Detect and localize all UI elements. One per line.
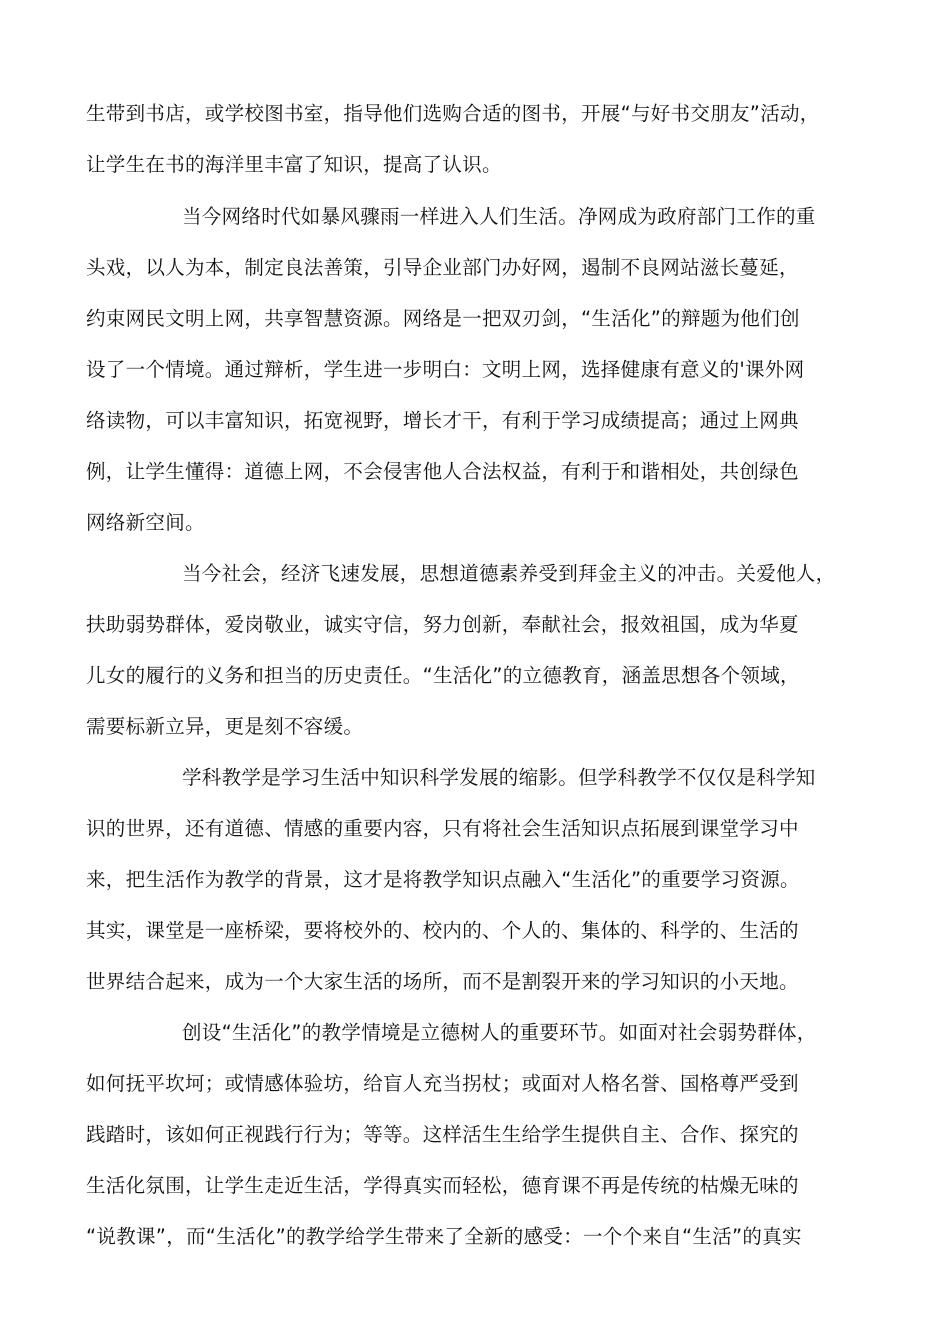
text-line: 例，让学生懂得：道德上网，不会侵害他人合法权益，有利于和谐相处，共创绿色: [86, 460, 799, 483]
text-line: 来，把生活作为教学的背景，这才是将教学知识点融入“生活化”的重要学习资源。: [86, 868, 800, 891]
text-line: 其实，课堂是一座桥梁，要将校外的、校内的、个人的、集体的、科学的、生活的: [86, 919, 799, 942]
text-line: 络读物，可以丰富知识，拓宽视野，增长才干，有利于学习成绩提高；通过上网典: [86, 409, 799, 432]
text-line: 约束网民文明上网，共享智慧资源。网络是一把双刃剑，“生活化”的辩题为他们创: [86, 307, 800, 330]
text-line: 让学生在书的海洋里丰富了知识，提高了认识。: [86, 153, 502, 176]
text-line: 头戏，以人为本，制定良法善策，引导企业部门办好网，遏制不良网站滋长蔓延，: [86, 256, 799, 279]
text-line: 如何抚平坎坷；或情感体验坊，给盲人充当拐杖；或面对人格名誉、国格尊严受到: [86, 1072, 799, 1095]
text-line: 世界结合起来，成为一个大家生活的场所，而不是割裂开来的学习知识的小天地。: [86, 970, 799, 993]
paragraph-first-line: 创设“生活化”的教学情境是立德树人的重要环节。如面对社会弱势群体，: [182, 1021, 817, 1044]
text-line: 网络新空间。: [86, 511, 205, 534]
text-line: 需要标新立异，更是刻不容缓。: [86, 715, 364, 738]
text-line: 践踏时，该如何正视践行行为；等等。这样活生生给学生提供自主、合作、探究的: [86, 1123, 799, 1146]
paragraph-first-line: 当今社会，经济飞速发展，思想道德素养受到拜金主义的冲击。关爱他人，: [182, 562, 836, 585]
text-line: 儿女的履行的义务和担当的历史责任。“生活化”的立德教育，涵盖思想各个领域，: [86, 664, 800, 687]
text-line: 扶助弱势群体，爱岗敬业，诚实守信，努力创新，奉献社会，报效祖国，成为华夏: [86, 613, 799, 636]
paragraph-first-line: 当今网络时代如暴风骤雨一样进入人们生活。净网成为政府部门工作的重: [182, 205, 816, 228]
paragraph-first-line: 学科教学是学习生活中知识科学发展的缩影。但学科教学不仅仅是科学知: [182, 766, 816, 789]
text-line: 识的世界，还有道德、情感的重要内容，只有将社会生活知识点拓展到课堂学习中: [86, 817, 799, 840]
text-line: 设了一个情境。通过辩析，学生进一步明白：文明上网，选择健康有意义的'课外网: [86, 358, 805, 381]
text-line: 生活化氛围，让学生走近生活，学得真实而轻松，德育课不再是传统的枯燥无味的: [86, 1174, 799, 1197]
text-line: “说教课”，而“生活化”的教学给学生带来了全新的感受：一个个来自“生活”的真实: [86, 1225, 802, 1248]
text-line: 生带到书店，或学校图书室，指导他们选购合适的图书，开展“与好书交朋友”活动，: [86, 102, 820, 125]
